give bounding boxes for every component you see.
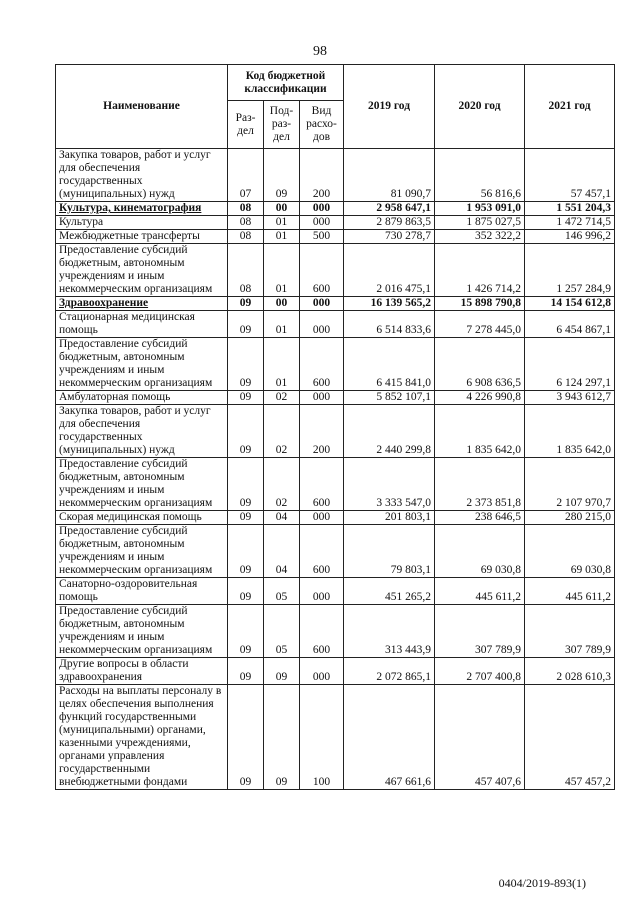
amount-2020: 457 407,6 bbox=[435, 685, 525, 790]
vid-cell: 000 bbox=[300, 202, 344, 216]
vid-cell: 600 bbox=[300, 525, 344, 578]
razdel-cell: 09 bbox=[228, 311, 264, 338]
podrazdel-cell: 01 bbox=[264, 338, 300, 391]
amount-2019: 313 443,9 bbox=[344, 605, 435, 658]
razdel-cell: 09 bbox=[228, 578, 264, 605]
vid-cell: 600 bbox=[300, 458, 344, 511]
table-row bbox=[56, 391, 615, 405]
row-name: Закупка товаров, работ и услуг для обеспечения государственных (муниципальных) нужд bbox=[56, 149, 228, 202]
amount-2021: 2 107 970,7 bbox=[525, 458, 615, 511]
podrazdel-cell: 01 bbox=[264, 230, 300, 244]
table-row bbox=[56, 230, 615, 244]
amount-2019: 2 879 863,5 bbox=[344, 216, 435, 230]
row-name: Культура, кинематография bbox=[56, 202, 228, 216]
podrazdel-cell: 00 bbox=[264, 202, 300, 216]
row-name: Другие вопросы в области здравоохранения bbox=[56, 658, 228, 685]
amount-2019: 79 803,1 bbox=[344, 525, 435, 578]
amount-2019: 2 072 865,1 bbox=[344, 658, 435, 685]
document-code: 0404/2019-893(1) bbox=[498, 876, 586, 890]
razdel-cell: 08 bbox=[228, 216, 264, 230]
razdel-cell: 08 bbox=[228, 244, 264, 297]
header-razdel: Раз-дел bbox=[228, 101, 264, 149]
razdel-cell: 09 bbox=[228, 405, 264, 458]
razdel-cell: 09 bbox=[228, 338, 264, 391]
table-row bbox=[56, 338, 615, 391]
table-row bbox=[56, 458, 615, 511]
amount-2021: 6 454 867,1 bbox=[525, 311, 615, 338]
vid-cell: 600 bbox=[300, 338, 344, 391]
amount-2021: 445 611,2 bbox=[525, 578, 615, 605]
podrazdel-cell: 05 bbox=[264, 578, 300, 605]
header-podrazdel: Под-раз-дел bbox=[264, 101, 300, 149]
podrazdel-cell: 04 bbox=[264, 511, 300, 525]
row-name: Закупка товаров, работ и услуг для обеспечения государственных (муниципальных) нужд bbox=[56, 405, 228, 458]
amount-2020: 1 875 027,5 bbox=[435, 216, 525, 230]
razdel-cell: 09 bbox=[228, 511, 264, 525]
vid-cell: 000 bbox=[300, 511, 344, 525]
amount-2020: 4 226 990,8 bbox=[435, 391, 525, 405]
amount-2019: 730 278,7 bbox=[344, 230, 435, 244]
podrazdel-cell: 05 bbox=[264, 605, 300, 658]
amount-2021: 1 472 714,5 bbox=[525, 216, 615, 230]
vid-cell: 100 bbox=[300, 685, 344, 790]
vid-cell: 000 bbox=[300, 297, 344, 311]
podrazdel-cell: 00 bbox=[264, 297, 300, 311]
amount-2021: 6 124 297,1 bbox=[525, 338, 615, 391]
podrazdel-cell: 01 bbox=[264, 311, 300, 338]
table-row bbox=[56, 149, 615, 202]
row-name: Межбюджетные трансферты bbox=[56, 230, 228, 244]
vid-cell: 000 bbox=[300, 216, 344, 230]
razdel-cell: 08 bbox=[228, 230, 264, 244]
table-row bbox=[56, 525, 615, 578]
amount-2020: 6 908 636,5 bbox=[435, 338, 525, 391]
amount-2020: 352 322,2 bbox=[435, 230, 525, 244]
table-row bbox=[56, 605, 615, 658]
row-name: Скорая медицинская помощь bbox=[56, 511, 228, 525]
vid-cell: 200 bbox=[300, 149, 344, 202]
podrazdel-cell: 02 bbox=[264, 458, 300, 511]
amount-2019: 2 958 647,1 bbox=[344, 202, 435, 216]
podrazdel-cell: 09 bbox=[264, 685, 300, 790]
amount-2020: 69 030,8 bbox=[435, 525, 525, 578]
table-row bbox=[56, 297, 615, 311]
amount-2021: 14 154 612,8 bbox=[525, 297, 615, 311]
amount-2020: 15 898 790,8 bbox=[435, 297, 525, 311]
amount-2020: 7 278 445,0 bbox=[435, 311, 525, 338]
row-name: Предоставление субсидий бюджетным, автономным учреждениям и иным некоммерческим организациям bbox=[56, 458, 228, 511]
row-name: Культура bbox=[56, 216, 228, 230]
amount-2021: 307 789,9 bbox=[525, 605, 615, 658]
amount-2021: 2 028 610,3 bbox=[525, 658, 615, 685]
vid-cell: 600 bbox=[300, 605, 344, 658]
razdel-cell: 09 bbox=[228, 605, 264, 658]
row-name: Санаторно-оздоровительная помощь bbox=[56, 578, 228, 605]
podrazdel-cell: 09 bbox=[264, 149, 300, 202]
header-name: Наименование bbox=[56, 65, 228, 149]
amount-2021: 69 030,8 bbox=[525, 525, 615, 578]
table-row bbox=[56, 244, 615, 297]
row-name: Стационарная медицинская помощь bbox=[56, 311, 228, 338]
amount-2019: 81 090,7 bbox=[344, 149, 435, 202]
row-name: Расходы на выплаты персоналу в целях обеспечения выполнения функций государственными (муниципальными) органами, казенными учреждениями, органами управления государственными внебюджетными фондами bbox=[56, 685, 228, 790]
amount-2020: 1 953 091,0 bbox=[435, 202, 525, 216]
amount-2021: 57 457,1 bbox=[525, 149, 615, 202]
amount-2019: 2 016 475,1 bbox=[344, 244, 435, 297]
row-name: Предоставление субсидий бюджетным, автономным учреждениям и иным некоммерческим организациям bbox=[56, 525, 228, 578]
table-row bbox=[56, 202, 615, 216]
razdel-cell: 07 bbox=[228, 149, 264, 202]
amount-2021: 1 551 204,3 bbox=[525, 202, 615, 216]
amount-2019: 16 139 565,2 bbox=[344, 297, 435, 311]
razdel-cell: 09 bbox=[228, 391, 264, 405]
table-body bbox=[56, 149, 615, 790]
row-name: Амбулаторная помощь bbox=[56, 391, 228, 405]
amount-2019: 6 514 833,6 bbox=[344, 311, 435, 338]
podrazdel-cell: 02 bbox=[264, 391, 300, 405]
vid-cell: 000 bbox=[300, 311, 344, 338]
amount-2021: 146 996,2 bbox=[525, 230, 615, 244]
amount-2019: 451 265,2 bbox=[344, 578, 435, 605]
amount-2019: 3 333 547,0 bbox=[344, 458, 435, 511]
header-vid: Вид расхо-дов bbox=[300, 101, 344, 149]
header-budget-code: Код бюджетной классификации bbox=[228, 65, 344, 101]
razdel-cell: 09 bbox=[228, 525, 264, 578]
vid-cell: 000 bbox=[300, 391, 344, 405]
amount-2021: 3 943 612,7 bbox=[525, 391, 615, 405]
budget-table bbox=[55, 64, 615, 790]
razdel-cell: 09 bbox=[228, 297, 264, 311]
amount-2020: 56 816,6 bbox=[435, 149, 525, 202]
amount-2019: 2 440 299,8 bbox=[344, 405, 435, 458]
header-2020: 2020 год bbox=[435, 65, 525, 149]
podrazdel-cell: 01 bbox=[264, 216, 300, 230]
vid-cell: 600 bbox=[300, 244, 344, 297]
amount-2020: 1 426 714,2 bbox=[435, 244, 525, 297]
header-2021: 2021 год bbox=[525, 65, 615, 149]
razdel-cell: 08 bbox=[228, 202, 264, 216]
amount-2019: 467 661,6 bbox=[344, 685, 435, 790]
amount-2020: 2 373 851,8 bbox=[435, 458, 525, 511]
podrazdel-cell: 09 bbox=[264, 658, 300, 685]
amount-2021: 280 215,0 bbox=[525, 511, 615, 525]
amount-2020: 445 611,2 bbox=[435, 578, 525, 605]
amount-2020: 1 835 642,0 bbox=[435, 405, 525, 458]
table-row bbox=[56, 216, 615, 230]
table-row bbox=[56, 658, 615, 685]
vid-cell: 000 bbox=[300, 578, 344, 605]
table-row bbox=[56, 685, 615, 790]
table-row bbox=[56, 511, 615, 525]
razdel-cell: 09 bbox=[228, 458, 264, 511]
vid-cell: 500 bbox=[300, 230, 344, 244]
podrazdel-cell: 02 bbox=[264, 405, 300, 458]
podrazdel-cell: 01 bbox=[264, 244, 300, 297]
table-row bbox=[56, 405, 615, 458]
row-name: Предоставление субсидий бюджетным, автономным учреждениям и иным некоммерческим организациям bbox=[56, 338, 228, 391]
amount-2019: 6 415 841,0 bbox=[344, 338, 435, 391]
header-2019: 2019 год bbox=[344, 65, 435, 149]
row-name: Здравоохранение bbox=[56, 297, 228, 311]
podrazdel-cell: 04 bbox=[264, 525, 300, 578]
amount-2020: 307 789,9 bbox=[435, 605, 525, 658]
razdel-cell: 09 bbox=[228, 658, 264, 685]
row-name: Предоставление субсидий бюджетным, автономным учреждениям и иным некоммерческим организациям bbox=[56, 244, 228, 297]
amount-2019: 201 803,1 bbox=[344, 511, 435, 525]
amount-2021: 457 457,2 bbox=[525, 685, 615, 790]
amount-2021: 1 835 642,0 bbox=[525, 405, 615, 458]
amount-2020: 2 707 400,8 bbox=[435, 658, 525, 685]
amount-2019: 5 852 107,1 bbox=[344, 391, 435, 405]
razdel-cell: 09 bbox=[228, 685, 264, 790]
row-name: Предоставление субсидий бюджетным, автономным учреждениям и иным некоммерческим организациям bbox=[56, 605, 228, 658]
amount-2021: 1 257 284,9 bbox=[525, 244, 615, 297]
amount-2020: 238 646,5 bbox=[435, 511, 525, 525]
page-number: 98 bbox=[313, 44, 327, 59]
table-row bbox=[56, 578, 615, 605]
vid-cell: 000 bbox=[300, 658, 344, 685]
table-row bbox=[56, 311, 615, 338]
vid-cell: 200 bbox=[300, 405, 344, 458]
